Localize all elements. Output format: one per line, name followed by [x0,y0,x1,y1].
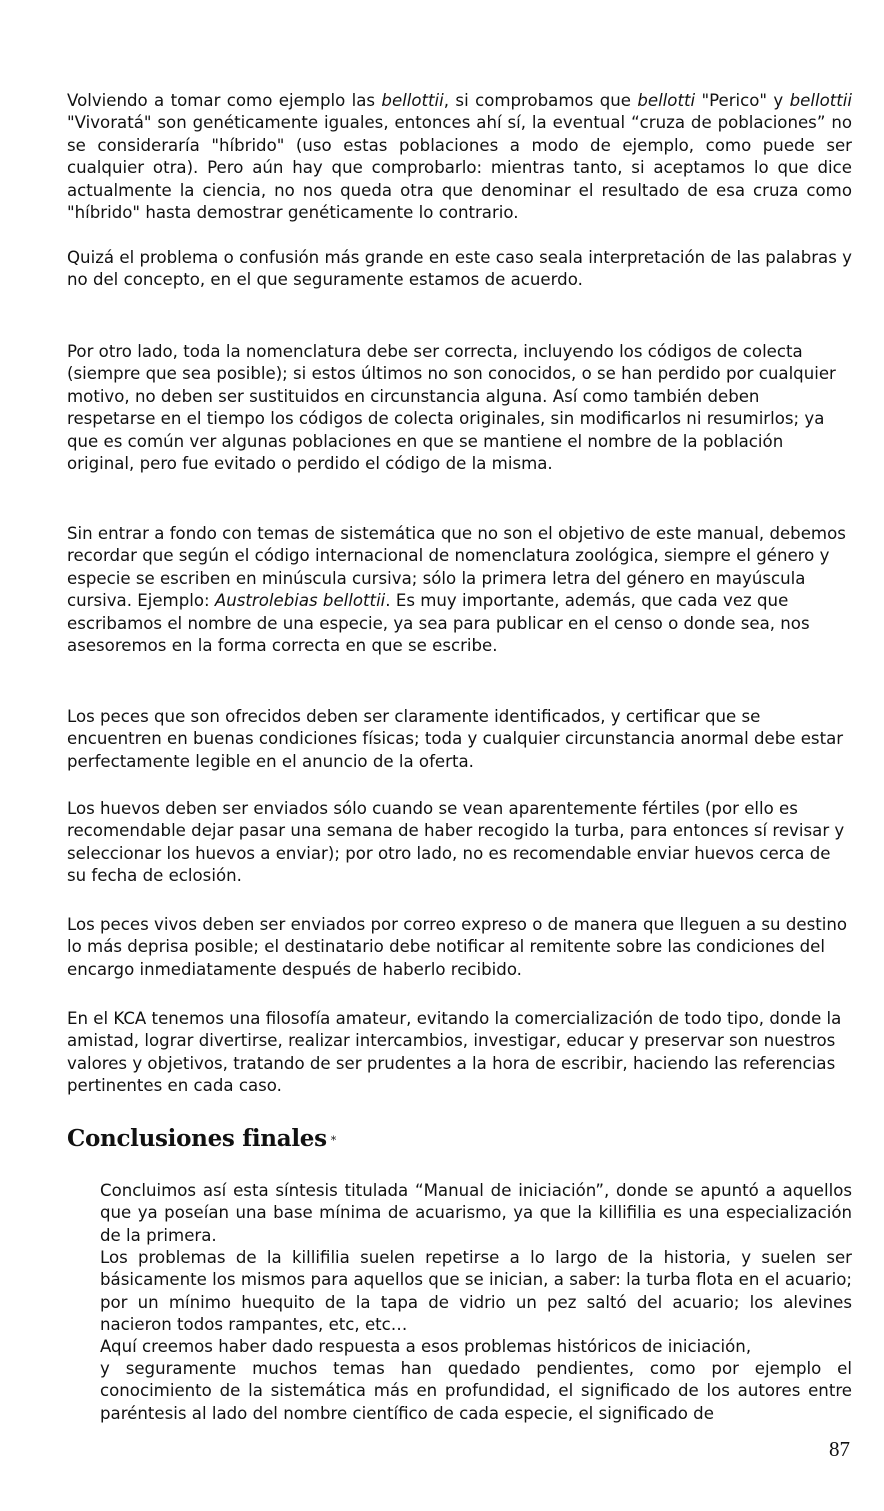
conclusion-paragraph-2: Los problemas de la killifilia suelen repetirse a lo largo de la historia, y suelen ser básicamente los mismos para aquellos que se inician, a saber: la turba flota en el acuario; por un mínimo huequito de la tapa de vidrio un pez saltó del acuario; los alevines nacieron todos rampantes, etc, etc… [100,1248,852,1335]
italic-species-name: bellottii [381,91,444,110]
text-run: "Perico" y [695,91,790,110]
text-run: Sin entrar a fondo con temas de sistemática que no son el objetivo de este manual, debemos recordar que según el código internacional de nomenclatura zoológica, siempre el género y especie se escriben en minúscula cursiva; sólo la primera letra del género en mayúscula cursiva. Ejemplo: [67,524,846,611]
page-number: 87 [829,1437,850,1461]
conclusion-paragraph-4: y seguramente muchos temas han quedado pendientes, como por ejemplo el conocimiento de la sistemática más en profundidad, el significado de los autores entre paréntesis al lado del nombre científico de cada especie, el significado de [100,1359,852,1423]
paragraph-confusion: Quizá el problema o confusión más grande en este caso seala interpretación de las palabras y no del concepto, en el que seguramente estamos de acuerdo. [67,248,852,290]
paragraph-hybrid-example [67,90,852,224]
text-run: Volviendo a tomar como ejemplo las [67,91,382,110]
section-heading [67,1124,336,1156]
heading-title: Conclusiones finales [67,1125,327,1152]
italic-species-name: bellottii [789,91,852,110]
paragraph-kca-philosophy: En el KCA tenemos una filosofía amateur, evitando la comercialización de todo tipo, donde la amistad, lograr divertirse, realizar intercambios, investigar, educar y preservar son nuestros valores y objetivos, tratando de ser prudentes a la hora de escribir, haciendo las referencias pertinentes en cada caso. [67,1009,842,1096]
paragraph-fish-offered: Los peces que son ofrecidos deben ser claramente identificados, y certificar que se encuentren en buenas condiciones físicas; toda y cualquier circunstancia anormal debe estar perfectamente legible en el anuncio de la oferta. [67,707,844,771]
paragraph-nomenclature: Por otro lado, toda la nomenclatura debe ser correcta, incluyendo los códigos de colecta (siempre que sea posible); si estos últimos no son conocidos, o se han perdido por cualquier motivo, no deben ser sustituidos en circunstancia alguna. Así como también deben respetarse en el tiempo los códigos de colecta originales, sin modificarlos ni resumirlos; ya que es común ver algunas poblaciones en que se mantiene el nombre de la población original, pero fue evitado o perdido el código de la misma. [67,342,836,474]
italic-species-name: Austrolebias bellottii [214,591,386,611]
paragraph-eggs: Los huevos deben ser enviados sólo cuando se vean aparentemente fértiles (por ello es recomendable dejar pasar una semana de haber recogido la turba, para entonces sí revisar y seleccionar los huevos a enviar); por otro lado, no es recomendable enviar huevos cerca de su fecha de eclosión. [67,799,845,886]
text-run: . Es muy importante, además, que cada vez que escribamos el nombre de una especie, ya sea para publicar en el censo o donde sea, nos asesoremos en la forma correcta en que se escribe. [67,591,810,656]
paragraph-live-fish: Los peces vivos deben ser enviados por correo expreso o de manera que lleguen a su destino lo más deprisa posible; el destinatario debe notificar al remitente sobre las condiciones del encargo inmediatamente después de haberlo recibido. [67,915,848,979]
conclusion-paragraph-3: Aquí creemos haber dado respuesta a esos problemas históricos de iniciación, [100,1337,752,1356]
conclusion-paragraph-1: Concluimos así esta síntesis titulada “Manual de iniciación”, donde se apuntó a aquellos que ya poseían una base mínima de acuarismo, ya que la killifilia es una especialización de la primera. [100,1181,852,1245]
text-run: , si comprobamos que [443,91,638,110]
paragraph-systematics [67,523,852,657]
italic-species-name: bellotti [637,91,696,110]
text-run: "Vivoratá" son genéticamente iguales, entonces ahí sí, la eventual “cruza de poblaciones” no se consideraría "híbrido" (uso estas poblaciones a modo de ejemplo, como puede ser cualquier otra). Pero aún hay que comprobarlo: mientras tanto, si aceptamos lo que dice actualmente la ciencia, no nos queda otra que denominar el resultado de esa cruza como "híbrido" hasta demostrar genéticamente lo contrario. [67,113,852,223]
footnote-mark: * [330,1134,336,1147]
